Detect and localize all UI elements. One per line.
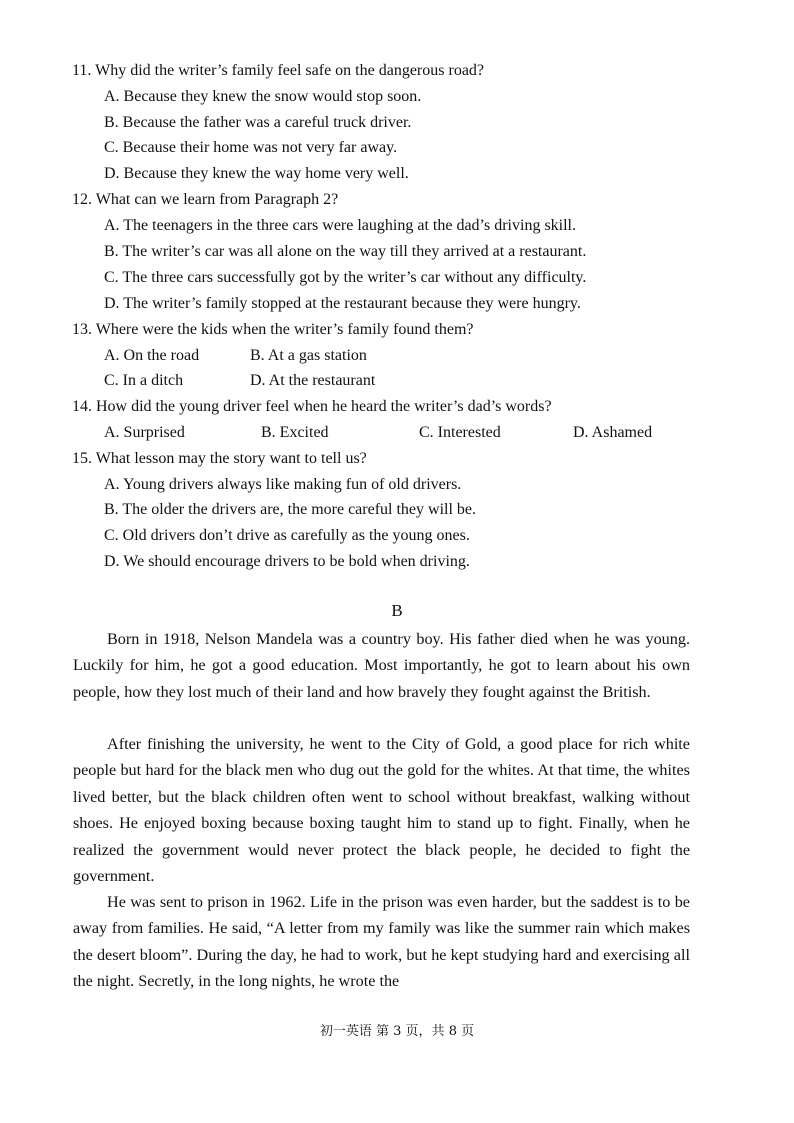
question-15-option-d: D. We should encourage drivers to be bold when driving. bbox=[104, 553, 470, 570]
question-12-stem: 12. What can we learn from Paragraph 2? bbox=[72, 191, 339, 208]
question-11-option-d: D. Because they knew the way home very well. bbox=[104, 165, 409, 182]
passage-paragraph-2: After finishing the university, he went to the City of Gold, a good place for rich white people but hard for the black men who dug out the gold for the whites. At that time, the whites lived better, but the black children often went to school without breakfast, walking without shoes. He enjoyed boxing because boxing taught him to stand up to fight. Finally, when he realized the government would never protect the black people, he decided to fight the government. bbox=[73, 735, 690, 886]
question-11-option-a: A. Because they knew the snow would stop soon. bbox=[104, 88, 422, 105]
question-12-option-d: D. The writer’s family stopped at the restaurant because they were hungry. bbox=[104, 295, 581, 312]
question-15-stem: 15. What lesson may the story want to tell us? bbox=[72, 450, 367, 467]
question-15-option-a: A. Young drivers always like making fun of old drivers. bbox=[104, 476, 462, 493]
question-13-option-d: D. At the restaurant bbox=[250, 372, 376, 389]
question-15-option-c: C. Old drivers don’t drive as carefully as the young ones. bbox=[104, 527, 470, 544]
question-11-option-b: B. Because the father was a careful truck driver. bbox=[104, 114, 412, 131]
question-14-option-b: B. Excited bbox=[261, 424, 329, 441]
question-12-option-a: A. The teenagers in the three cars were laughing at the dad’s driving skill. bbox=[104, 217, 576, 234]
question-13-option-b: B. At a gas station bbox=[250, 347, 367, 364]
section-title: B bbox=[391, 601, 403, 620]
passage-paragraph-1: Born in 1918, Nelson Mandela was a country boy. His father died when he was young. Luckily for him, he got a good education. Most importantly, he got to learn about his own people, how they lost much of their land and how bravely they fought against the British. bbox=[73, 630, 690, 701]
question-11-option-c: C. Because their home was not very far away. bbox=[104, 139, 398, 156]
question-14-option-c: C. Interested bbox=[419, 424, 501, 441]
question-12-option-c: C. The three cars successfully got by the writer’s car without any difficulty. bbox=[104, 269, 587, 286]
question-13-stem: 13. Where were the kids when the writer’s family found them? bbox=[72, 321, 474, 338]
question-11-stem: 11. Why did the writer’s family feel safe on the dangerous road? bbox=[72, 62, 485, 79]
page-footer: 初一英语 第 3 页，共 8 页 bbox=[319, 1024, 475, 1039]
question-13-option-a: A. On the road bbox=[104, 347, 200, 364]
question-14-option-d: D. Ashamed bbox=[573, 424, 653, 441]
passage-paragraph-3: He was sent to prison in 1962. Life in the prison was even harder, but the saddest is to be away from families. He said, “A letter from my family was like the summer rain which makes the desert bloom”. During the day, he had to work, but he kept studying hard and exercising all the night. Secretly, in the long nights, he wrote the bbox=[73, 893, 690, 991]
question-15-option-b: B. The older the drivers are, the more careful they will be. bbox=[104, 501, 477, 518]
question-13-option-c: C. In a ditch bbox=[104, 372, 184, 389]
question-14-option-a: A. Surprised bbox=[104, 424, 185, 441]
question-14-stem: 14. How did the young driver feel when he heard the writer’s dad’s words? bbox=[72, 398, 552, 415]
question-12-option-b: B. The writer’s car was all alone on the way till they arrived at a restaurant. bbox=[104, 243, 587, 260]
